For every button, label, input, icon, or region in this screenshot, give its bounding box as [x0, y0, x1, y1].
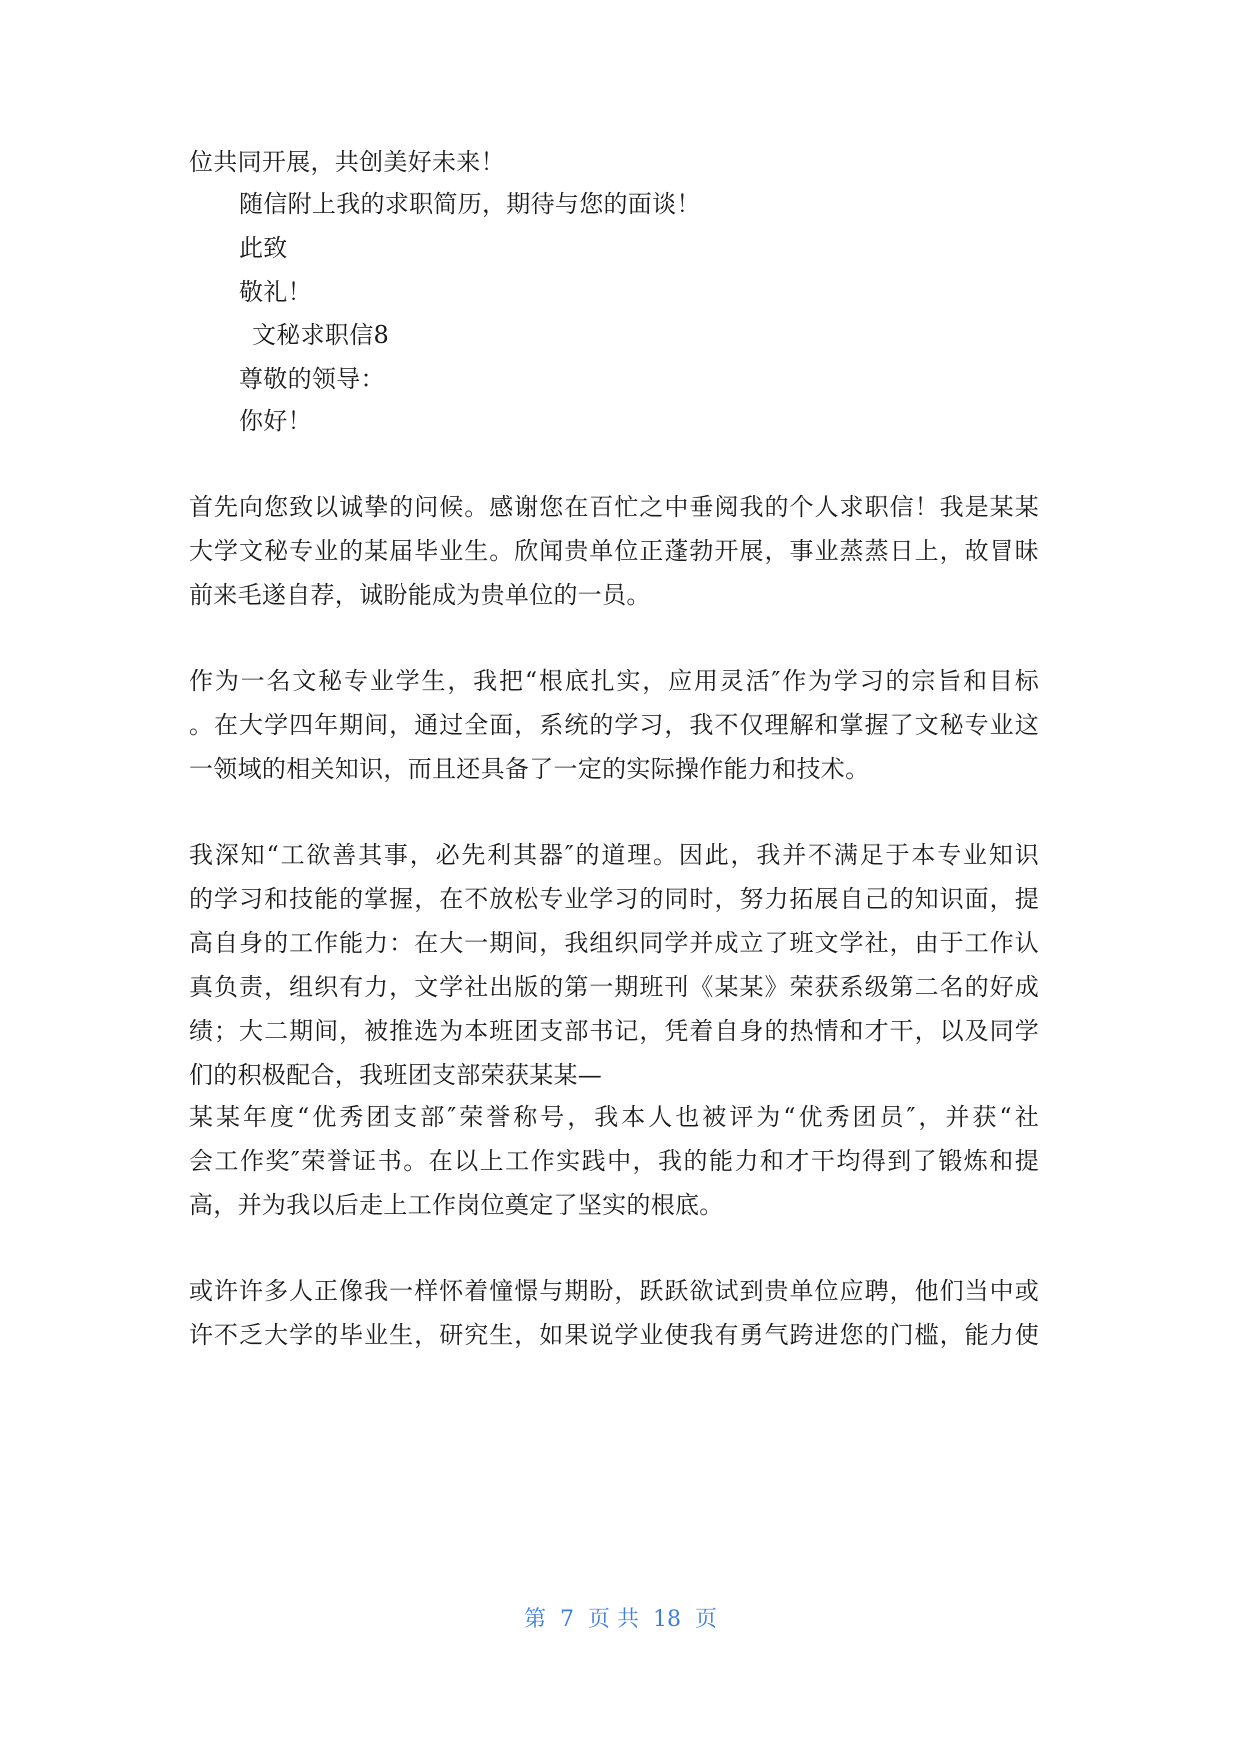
- text-line: 的学习和技能的掌握，在不放松专业学习的同时，努力拓展自己的知识面，提: [189, 885, 1039, 913]
- text-line: 前来毛遂自荐，诚盼能成为贵单位的一员。: [189, 581, 651, 609]
- text-line: 绩；大二期间，被推选为本班团支部书记，凭着自身的热情和才干，以及同学: [189, 1017, 1039, 1045]
- greeting: 你好！: [239, 407, 312, 435]
- section-heading: 文秘求职信8: [252, 321, 390, 349]
- text-line: 一领域的相关知识，而且还具备了一定的实际操作能力和技术。: [189, 755, 870, 783]
- text-line: 位共同开展，共创美好未来！: [189, 148, 505, 176]
- page-number-footer: 第 7 页 共 18 页: [524, 1607, 717, 1632]
- salutation: 尊敬的领导：: [239, 365, 385, 393]
- text-line: 许不乏大学的毕业生，研究生，如果说学业使我有勇气跨进您的门槛，能力使: [189, 1321, 1039, 1349]
- text-line: 们的积极配合，我班团支部荣获某某—: [189, 1061, 603, 1089]
- text-line: 我深知“工欲善其事，必先利其器″的道理。因此，我并不满足于本专业知识: [189, 841, 1039, 869]
- text-line: 。在大学四年期间，通过全面，系统的学习，我不仅理解和掌握了文秘专业这: [189, 711, 1039, 739]
- text-line: 首先向您致以诚挚的问候。感谢您在百忙之中垂阅我的个人求职信！我是某某: [189, 493, 1039, 521]
- text-line: 大学文秘专业的某届毕业生。欣闻贵单位正蓬勃开展，事业蒸蒸日上，故冒昧: [189, 537, 1039, 565]
- text-line: 随信附上我的求职简历，期待与您的面谈！: [239, 190, 701, 218]
- text-line: 或许许多人正像我一样怀着憧憬与期盼，跃跃欲试到贵单位应聘，他们当中或: [189, 1277, 1039, 1305]
- text-line: 高自身的工作能力：在大一期间，我组织同学并成立了班文学社，由于工作认: [189, 929, 1039, 957]
- text-line: 作为一名文秘专业学生，我把“根底扎实，应用灵活″作为学习的宗旨和目标: [189, 667, 1039, 695]
- text-line: 某某年度“优秀团支部″荣誉称号，我本人也被评为“优秀团员″，并获“社: [189, 1103, 1039, 1131]
- text-line: 高，并为我以后走上工作岗位奠定了坚实的根底。: [189, 1191, 724, 1219]
- text-line: 会工作奖″荣誉证书。在以上工作实践中，我的能力和才干均得到了锻炼和提: [189, 1147, 1039, 1175]
- text-line: 此致: [239, 234, 288, 262]
- text-line: 敬礼！: [239, 278, 312, 306]
- text-line: 真负责，组织有力，文学社出版的第一期班刊《某某》荣获系级第二名的好成: [189, 973, 1039, 1001]
